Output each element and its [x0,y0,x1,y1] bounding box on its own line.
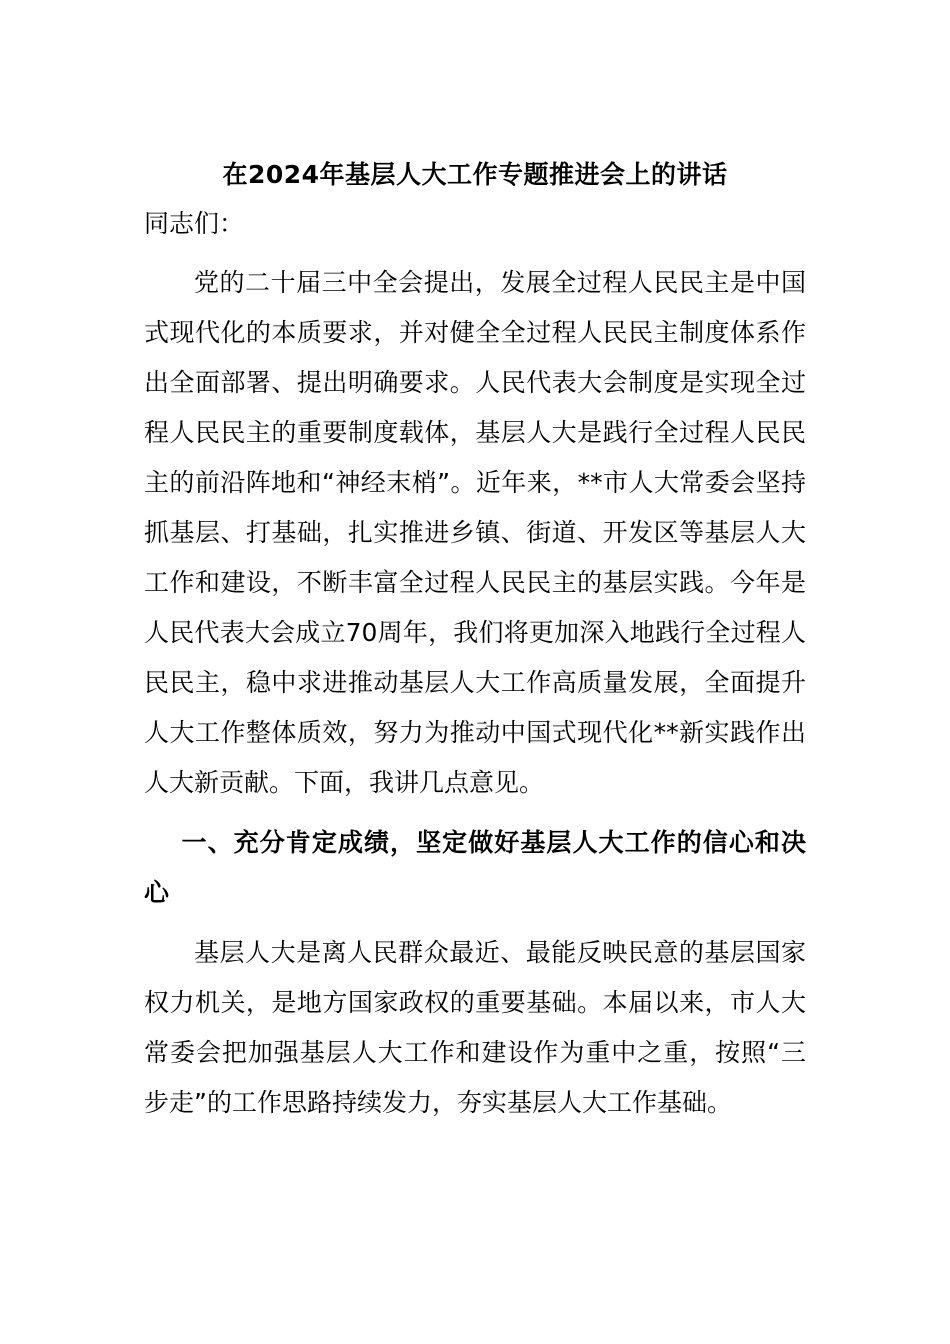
section-paragraph: 基层人大是离人民群众最近、最能反映民意的基层国家权力机关，是地方国家政权的重要基础。本届以来，市人大常委会把加强基层人大工作和建设作为重中之重，按照“三步走”的工作思路持续发力，夯实基层人大工作基础。 [144,938,806,1117]
section-heading: 一、充分肯定成绩，坚定做好基层人大工作的信心和决心 [144,828,806,907]
document-title: 在2024年基层人大工作专题推进会上的讲话 [222,160,728,189]
document-body [144,152,806,1128]
salutation: 同志们： [144,209,245,238]
intro-paragraph: 党的二十届三中全会提出，发展全过程人民民主是中国式现代化的本质要求，并对健全全过程人民民主制度体系作出全面部署、提出明确要求。人民代表大会制度是实现全过程人民民主的重要制度载体，基层人大是践行全过程人民民主的前沿阵地和“神经末梢”。近年来，**市人大常委会坚持抓基层、打基础，扎实推进乡镇、街道、开发区等基层人大工作和建设，不断丰富全过程人民民主的基层实践。今年是人民代表大会成立70周年，我们将更加深入地践行全过程人民民主，稳中求进推动基层人大工作高质量发展，全面提升人大工作整体质效，努力为推动中国式现代化**新实践作出人大新贡献。下面，我讲几点意见。 [144,268,806,797]
